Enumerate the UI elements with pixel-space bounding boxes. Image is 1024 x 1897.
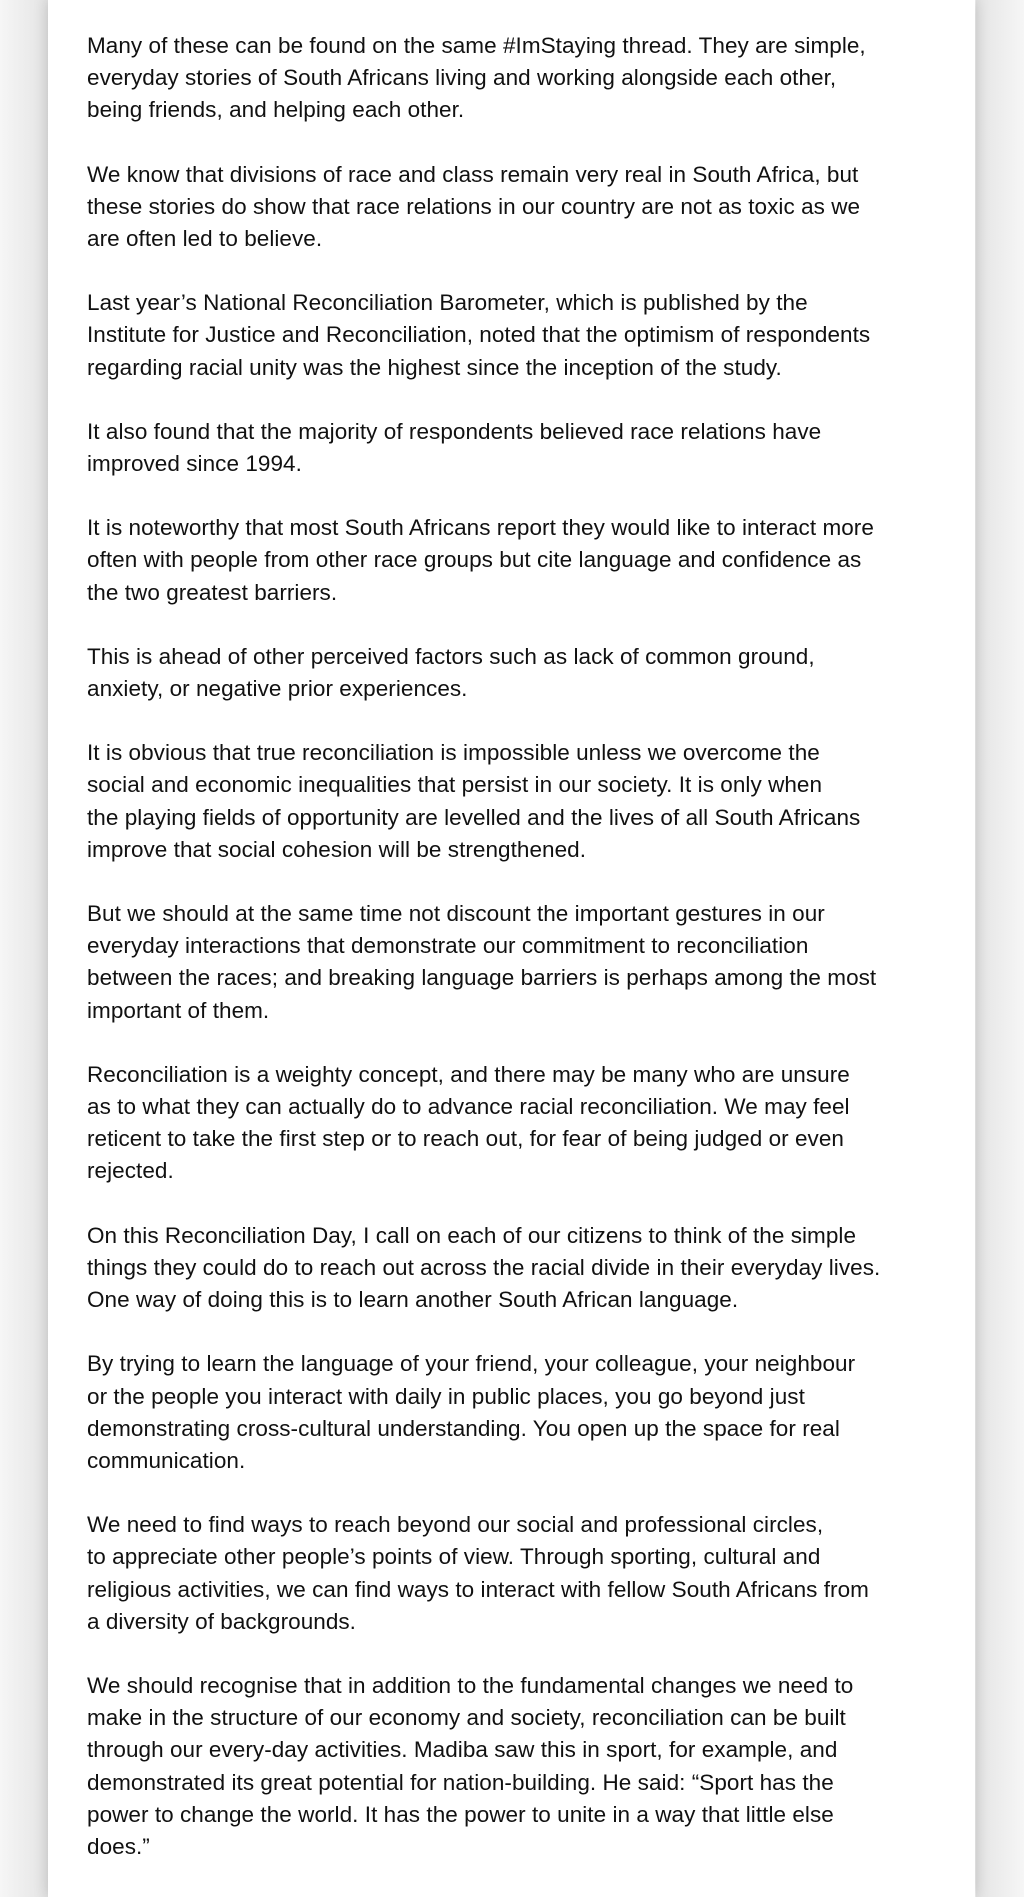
article-paragraph: But we should at the same time not discount the important gestures in our everyday interactions that demonstrate our commitment to reconciliation between the races; and breaking language barriers is perhaps among the most important of them. — [87, 901, 877, 1023]
article-paragraph: It also found that the majority of respondents believed race relations have improved since 1994. — [87, 418, 822, 477]
article-paragraph: This is ahead of other perceived factors such as lack of common ground, anxiety, or negative prior experiences. — [87, 643, 815, 702]
article-paragraph: On this Reconciliation Day, I call on each of our citizens to think of the simple things they could do to reach out across the racial divide in their everyday lives. One way of doing this is to learn another South African language. — [87, 1222, 881, 1313]
article-paragraph: Many of these can be found on the same #ImStaying thread. They are simple, everyday stories of South Africans living and working alongside each other, being friends, and helping each other. — [87, 33, 866, 123]
document-sheet — [48, 0, 975, 1897]
article-paragraph: It is noteworthy that most South Africans report they would like to interact more often with people from other race groups but cite language and confidence as the two greatest barriers. — [87, 515, 874, 605]
article-paragraph: We know that divisions of race and class remain very real in South Africa, but these stories do show that race relations in our country are not as toxic as we are often led to believe. — [87, 161, 861, 252]
article-paragraph: We should recognise that in addition to the fundamental changes we need to make in the structure of our economy and society, reconciliation can be built through our every-day activities. Madiba saw this in sport, for example, and demonstrated its great potential for nation-building. He said: “Sport has the power to change the world. It has the power to unite in a way that little else does.” — [87, 1672, 854, 1859]
article-paragraph: Last year’s National Reconciliation Barometer, which is published by the Institute for Justice and Reconciliation, noted that the optimism of respondents regarding racial unity was the highest since the inception of the study. — [87, 290, 871, 380]
article-paragraph: We need to find ways to reach beyond our social and professional circles, to appreciate other people’s points of view. Through sporting, cultural and religious activities, we can find ways to interact with fellow South Africans from a diversity of backgrounds. — [87, 1512, 869, 1634]
article-paragraph: By trying to learn the language of your friend, your colleague, your neighbour or the people you interact with daily in public places, you go beyond just demonstrating cross-cultural understanding. You open up the space for real communication. — [87, 1351, 856, 1473]
article-paragraph: Reconciliation is a weighty concept, and there may be many who are unsure as to what they can actually do to advance racial reconciliation. We may feel reticent to take the first step or to reach out, for fear of being judged or even rejected. — [87, 1061, 850, 1184]
article-paragraph: It is obvious that true reconciliation is impossible unless we overcome the social and economic inequalities that persist in our society. It is only when the playing fields of opportunity are levelled and the lives of all South Africans improve that social cohesion will be strengthened. — [87, 740, 861, 862]
article-body — [87, 30, 957, 1895]
